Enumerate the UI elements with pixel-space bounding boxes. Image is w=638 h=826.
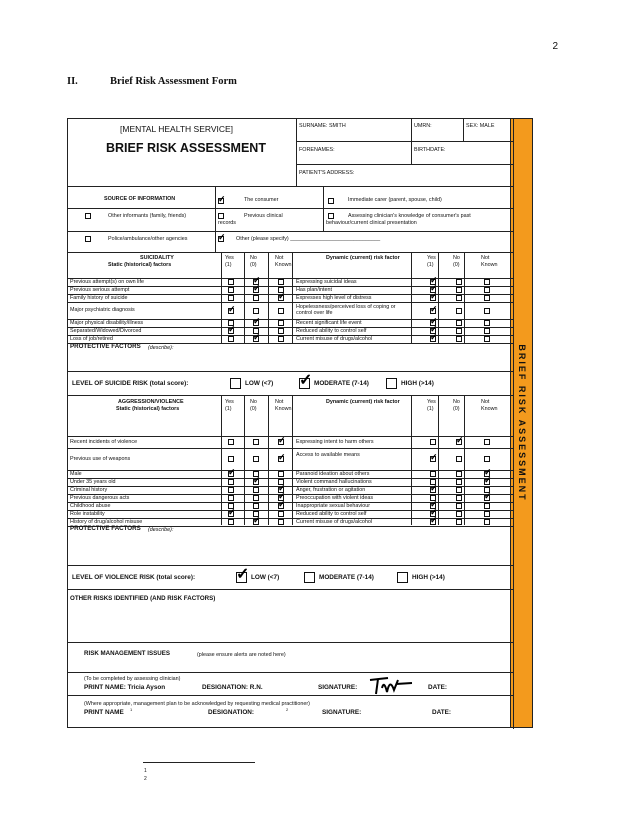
suicide-static-label: Major psychiatric diagnosis xyxy=(70,307,135,314)
suicide-static-checkbox[interactable] xyxy=(278,308,284,314)
section-number: II. xyxy=(67,76,78,87)
violence-dynamic-checkbox[interactable] xyxy=(456,456,462,462)
violence-static-checkbox[interactable] xyxy=(228,519,234,525)
suicide-col-subheader-1-2: Known xyxy=(481,262,498,268)
violence-static-checkbox[interactable] xyxy=(228,471,234,477)
sidebar-title: BRIEF RISK ASSESSMENT xyxy=(516,344,527,502)
violence-dynamic-checkbox[interactable] xyxy=(456,479,462,485)
suicide-level-checkbox[interactable] xyxy=(230,378,241,389)
violence-dynamic-checkbox[interactable] xyxy=(456,487,462,493)
suicide-dynamic-checkbox[interactable] xyxy=(430,336,436,342)
violence-row-rule xyxy=(68,510,513,511)
violence-static-checkbox[interactable] xyxy=(278,456,284,462)
violence-grid-vline xyxy=(464,396,465,525)
suicide-static-checkbox[interactable] xyxy=(228,279,234,285)
forenames-field: FORENAMES: xyxy=(299,147,335,153)
suicide-col-header-1-0: Yes xyxy=(427,255,436,261)
suicide-dynamic-checkbox[interactable] xyxy=(484,336,490,342)
source-police-checkbox[interactable] xyxy=(85,236,91,242)
violence-static-checkbox[interactable] xyxy=(278,503,284,509)
violence-dynamic-checkbox[interactable] xyxy=(430,471,436,477)
suicide-static-subtitle: Static (historical) factors xyxy=(108,262,172,268)
violence-col-subheader-0-1: (0) xyxy=(250,406,257,412)
violence-dynamic-checkbox[interactable] xyxy=(484,439,490,445)
violence-row-rule xyxy=(68,494,513,495)
violence-level-label: LEVEL OF VIOLENCE RISK (total score): xyxy=(72,574,196,581)
suicide-static-checkbox[interactable] xyxy=(253,287,259,293)
suicide-static-checkbox[interactable] xyxy=(278,295,284,301)
suicide-static-label: Separated/Widowed/Divorced xyxy=(70,327,142,334)
print-name-2: PRINT NAME xyxy=(84,709,124,716)
source-clinician-label: Assessing clinician's knowledge of consumer's past behaviour/current clinical presentation xyxy=(326,213,471,226)
violence-level-checkbox[interactable] xyxy=(236,572,247,583)
violence-static-checkbox[interactable] xyxy=(253,479,259,485)
suicide-dynamic-title: Dynamic (current) risk factor xyxy=(326,255,400,261)
violence-dynamic-checkbox[interactable] xyxy=(430,456,436,462)
violence-static-checkbox[interactable] xyxy=(253,495,259,501)
source-other-label: Other (please specify) ______________________________ xyxy=(236,236,381,242)
suicide-level-label: LEVEL OF SUICIDE RISK (total score): xyxy=(72,380,189,387)
footnote-marker-1: 1 xyxy=(130,707,133,712)
source-informants-checkbox[interactable] xyxy=(85,213,91,219)
suicide-dynamic-checkbox[interactable] xyxy=(456,287,462,293)
suicide-static-label: Major physical disability/illness xyxy=(70,319,144,326)
suicide-dynamic-checkbox[interactable] xyxy=(456,328,462,334)
handwritten-signature xyxy=(368,674,414,696)
source-consumer-checkbox[interactable] xyxy=(218,198,224,204)
suicide-static-checkbox[interactable] xyxy=(228,336,234,342)
violence-dynamic-label: Inappropriate sexual behaviour xyxy=(296,502,371,509)
violence-dynamic-checkbox[interactable] xyxy=(484,503,490,509)
suicide-dynamic-checkbox[interactable] xyxy=(430,308,436,314)
suicide-grid-vline xyxy=(292,252,293,343)
suicide-dynamic-label: Recent significant life event xyxy=(296,319,362,326)
violence-static-label: History of drug/alcohol misuse xyxy=(70,518,143,525)
suicide-protective-note: (describe): xyxy=(148,344,174,351)
sex-field: SEX: MALE xyxy=(466,123,495,129)
violence-dynamic-label: Paranoid ideation about others xyxy=(296,470,370,477)
suicide-dynamic-checkbox[interactable] xyxy=(484,287,490,293)
suicide-static-checkbox[interactable] xyxy=(253,320,259,326)
violence-static-label: Male xyxy=(70,470,82,477)
violence-grid-vline xyxy=(513,396,514,525)
suicide-dynamic-label: Current misuse of drugs/alcohol xyxy=(296,335,373,342)
violence-row-rule xyxy=(68,486,513,487)
birthdate-field: BIRTHDATE: xyxy=(414,147,446,153)
violence-col-subheader-0-0: (1) xyxy=(225,406,232,412)
violence-col-header-1-1: No xyxy=(453,399,460,405)
signoff-note-2: (Where appropriate, management plan to be acknowledged by requesting medical practitioner) xyxy=(84,701,310,707)
violence-row-rule xyxy=(68,502,513,503)
violence-static-checkbox[interactable] xyxy=(253,519,259,525)
suicide-dynamic-checkbox[interactable] xyxy=(484,320,490,326)
suicide-dynamic-checkbox[interactable] xyxy=(456,295,462,301)
violence-col-subheader-1-0: (1) xyxy=(427,406,434,412)
suicide-col-header-1-2: Not xyxy=(481,255,490,261)
violence-level-rule-top xyxy=(68,565,513,566)
violence-col-subheader-0-2: Known xyxy=(275,406,292,412)
violence-grid-vline xyxy=(221,396,222,525)
risk-management-note: (please ensure alerts are noted here) xyxy=(197,651,286,658)
violence-dynamic-label: Access to available means xyxy=(296,452,360,459)
violence-dynamic-checkbox[interactable] xyxy=(456,519,462,525)
violence-dynamic-checkbox[interactable] xyxy=(484,456,490,462)
source-carer-label: Immediate carer (parent, spouse, child) xyxy=(348,197,442,203)
risk-management-title: RISK MANAGEMENT ISSUES xyxy=(84,650,170,657)
suicide-static-checkbox[interactable] xyxy=(278,279,284,285)
suicide-dynamic-checkbox[interactable] xyxy=(484,328,490,334)
source-records-label: Previous clinical records xyxy=(218,213,283,226)
violence-row-rule xyxy=(68,470,513,471)
violence-level-checkbox[interactable] xyxy=(304,572,315,583)
violence-static-checkbox[interactable] xyxy=(278,439,284,445)
suicide-dynamic-checkbox[interactable] xyxy=(484,308,490,314)
other-risks-title: OTHER RISKS IDENTIFIED (AND RISK FACTORS) xyxy=(70,595,216,602)
suicide-dynamic-checkbox[interactable] xyxy=(456,279,462,285)
violence-static-checkbox[interactable] xyxy=(228,439,234,445)
violence-static-label: Role instability xyxy=(70,510,105,517)
suicide-static-checkbox[interactable] xyxy=(253,336,259,342)
violence-dynamic-checkbox[interactable] xyxy=(484,519,490,525)
suicide-col-header-1-1: No xyxy=(453,255,460,261)
violence-level-checkbox[interactable] xyxy=(397,572,408,583)
suicide-grid-vline xyxy=(464,252,465,343)
suicide-level-checkbox[interactable] xyxy=(299,378,310,389)
umrn-field: UMRN: xyxy=(414,123,432,129)
source-consumer-label: The consumer xyxy=(244,197,279,203)
risk-assessment-form xyxy=(67,118,533,728)
date-label-2: DATE: xyxy=(432,709,452,716)
violence-dynamic-label: Reduced ability to control self xyxy=(296,510,367,517)
violence-dynamic-checkbox[interactable] xyxy=(430,487,436,493)
source-title: SOURCE OF INFORMATION xyxy=(104,196,176,202)
violence-static-label: Previous use of weapons xyxy=(70,455,131,462)
suicide-dynamic-label: Has plan/intent xyxy=(296,286,332,293)
violence-static-checkbox[interactable] xyxy=(228,487,234,493)
suicide-level-option: LOW (<7) xyxy=(245,380,274,387)
violence-static-subtitle: Static (historical) factors xyxy=(116,406,180,412)
suicide-row-rule xyxy=(68,286,513,287)
form-title: BRIEF RISK ASSESSMENT xyxy=(106,141,266,155)
suicide-static-title: SUICIDALITY xyxy=(140,255,174,261)
address-field: PATIENT'S ADDRESS: xyxy=(299,170,355,176)
suicide-grid-vline xyxy=(244,252,245,343)
violence-static-label: Previous dangerous acts xyxy=(70,494,130,501)
violence-dynamic-checkbox[interactable] xyxy=(484,495,490,501)
footnote-marker-2: 2 xyxy=(286,707,289,712)
suicide-level-option: HIGH (>14) xyxy=(401,380,434,387)
suicide-static-checkbox[interactable] xyxy=(253,295,259,301)
violence-static-label: Childhood abuse xyxy=(70,502,111,509)
signoff-note-1: (To be completed by assessing clinician) xyxy=(84,676,181,682)
violence-row-rule xyxy=(68,478,513,479)
suicide-dynamic-checkbox[interactable] xyxy=(430,295,436,301)
suicide-dynamic-checkbox[interactable] xyxy=(456,336,462,342)
violence-col-header-1-0: Yes xyxy=(427,399,436,405)
violence-grid-vline xyxy=(438,396,439,525)
violence-col-subheader-1-1: (0) xyxy=(453,406,460,412)
violence-dynamic-label: Violent command hallucinations xyxy=(296,478,372,485)
footnote-2: 2 xyxy=(144,776,147,782)
signature-label-2: SIGNATURE: xyxy=(322,709,362,716)
violence-static-checkbox[interactable] xyxy=(278,511,284,517)
suicide-dynamic-label: Expresses high level of distress xyxy=(296,294,372,301)
service-name: [MENTAL HEALTH SERVICE] xyxy=(120,124,234,134)
suicide-dynamic-checkbox[interactable] xyxy=(484,279,490,285)
suicide-grid-vline xyxy=(221,252,222,343)
violence-grid-vline xyxy=(411,396,412,525)
violence-static-checkbox[interactable] xyxy=(278,471,284,477)
violence-row-rule xyxy=(68,448,513,449)
violence-static-label: Under 35 years old xyxy=(70,478,116,485)
violence-static-checkbox[interactable] xyxy=(278,519,284,525)
violence-dynamic-checkbox[interactable] xyxy=(456,503,462,509)
suicide-static-label: Previous attempt(s) on own life xyxy=(70,278,145,285)
violence-dynamic-label: Anger, frustration or agitation xyxy=(296,486,366,493)
suicide-dynamic-label: Hopelessness/perceived loss of coping or control over life xyxy=(296,303,396,317)
suicide-level-rule-top xyxy=(68,371,513,372)
suicide-static-label: Family history of suicide xyxy=(70,294,128,301)
violence-level-rule-bottom xyxy=(68,589,513,590)
violence-dynamic-checkbox[interactable] xyxy=(456,495,462,501)
violence-dynamic-title: Dynamic (current) risk factor xyxy=(326,399,400,405)
violence-static-checkbox[interactable] xyxy=(228,511,234,517)
suicide-dynamic-label: Reduced ability to control self xyxy=(296,327,367,334)
print-name-1: PRINT NAME: Tricia Ayson xyxy=(84,684,166,691)
suicide-grid-vline xyxy=(268,252,269,343)
suicide-level-checkbox[interactable] xyxy=(386,378,397,389)
violence-dynamic-checkbox[interactable] xyxy=(430,519,436,525)
violence-grid-vline xyxy=(244,396,245,525)
violence-dynamic-checkbox[interactable] xyxy=(430,439,436,445)
suicide-col-subheader-0-1: (0) xyxy=(250,262,257,268)
violence-grid-vline xyxy=(292,396,293,525)
violence-level-option: MODERATE (7-14) xyxy=(319,574,374,581)
page-number: 2 xyxy=(552,41,558,52)
suicide-dynamic-label: Expressing suicidal ideas xyxy=(296,278,357,285)
suicide-level-option: MODERATE (7-14) xyxy=(314,380,369,387)
suicide-col-subheader-0-2: Known xyxy=(275,262,292,268)
surname-field: SURNAME: SMITH xyxy=(299,123,346,129)
suicide-grid-vline xyxy=(513,252,514,343)
suicide-grid-vline xyxy=(438,252,439,343)
violence-static-checkbox[interactable] xyxy=(253,487,259,493)
suicide-grid-vline xyxy=(411,252,412,343)
violence-static-checkbox[interactable] xyxy=(228,495,234,501)
source-informants-label: Other informants (family, friends) xyxy=(108,213,187,219)
violence-static-checkbox[interactable] xyxy=(228,479,234,485)
suicide-protective-title: PROTECTIVE FACTORS xyxy=(70,343,141,350)
violence-static-label: Recent incidents of violence xyxy=(70,438,138,445)
violence-static-label: Criminal history xyxy=(70,486,108,493)
suicide-static-checkbox[interactable] xyxy=(253,308,259,314)
violence-static-title: AGGRESSION/VIOLENCE xyxy=(118,399,184,405)
violence-static-checkbox[interactable] xyxy=(228,456,234,462)
suicide-col-subheader-0-0: (1) xyxy=(225,262,232,268)
suicide-static-label: Loss of job/retired xyxy=(70,335,113,342)
source-police-label: Police/ambulance/other agencies xyxy=(108,236,188,242)
suicide-row-rule xyxy=(68,294,513,295)
violence-col-header-0-2: Not xyxy=(275,399,284,405)
violence-dynamic-label: Current misuse of drugs/alcohol xyxy=(296,518,373,525)
violence-static-checkbox[interactable] xyxy=(253,456,259,462)
violence-col-header-0-1: No xyxy=(250,399,257,405)
violence-protective-title: PROTECTIVE FACTORS xyxy=(70,525,141,532)
designation-1: DESIGNATION: R.N. xyxy=(202,684,263,691)
suicide-static-checkbox[interactable] xyxy=(228,328,234,334)
suicide-dynamic-checkbox[interactable] xyxy=(484,295,490,301)
violence-level-option: LOW (<7) xyxy=(251,574,280,581)
signature-label-1: SIGNATURE: xyxy=(318,684,358,691)
suicide-static-checkbox[interactable] xyxy=(228,287,234,293)
suicide-row-rule xyxy=(68,335,513,336)
suicide-row-rule xyxy=(68,302,513,303)
designation-2: DESIGNATION: xyxy=(208,709,255,716)
suicide-level-rule-bottom xyxy=(68,395,513,396)
footnote-1: 1 xyxy=(144,768,147,774)
source-other-checkbox[interactable] xyxy=(218,236,224,242)
violence-col-subheader-1-2: Known xyxy=(481,406,498,412)
suicide-static-checkbox[interactable] xyxy=(228,295,234,301)
section-title: Brief Risk Assessment Form xyxy=(110,76,237,87)
suicide-col-header-0-0: Yes xyxy=(225,255,234,261)
violence-dynamic-checkbox[interactable] xyxy=(456,439,462,445)
violence-dynamic-label: Expressing intent to harm others xyxy=(296,438,374,445)
suicide-static-checkbox[interactable] xyxy=(278,328,284,334)
suicide-col-header-0-2: Not xyxy=(275,255,284,261)
violence-col-header-1-2: Not xyxy=(481,399,490,405)
violence-level-option: HIGH (>14) xyxy=(412,574,445,581)
date-label-1: DATE: xyxy=(428,684,448,691)
violence-dynamic-checkbox[interactable] xyxy=(456,511,462,517)
suicide-static-checkbox[interactable] xyxy=(228,308,234,314)
footnote-rule xyxy=(143,762,255,763)
violence-dynamic-checkbox[interactable] xyxy=(484,511,490,517)
violence-dynamic-label: Preoccupation with violent ideas xyxy=(296,494,374,501)
suicide-col-header-0-1: No xyxy=(250,255,257,261)
violence-dynamic-checkbox[interactable] xyxy=(484,479,490,485)
suicide-dynamic-checkbox[interactable] xyxy=(456,320,462,326)
suicide-static-checkbox[interactable] xyxy=(278,336,284,342)
violence-static-checkbox[interactable] xyxy=(253,503,259,509)
source-carer-checkbox[interactable] xyxy=(328,198,334,204)
suicide-col-subheader-1-1: (0) xyxy=(453,262,460,268)
violence-protective-note: (describe): xyxy=(148,526,174,533)
suicide-static-label: Previous serious attempt xyxy=(70,286,130,293)
violence-dynamic-checkbox[interactable] xyxy=(456,471,462,477)
violence-col-header-0-0: Yes xyxy=(225,399,234,405)
suicide-col-subheader-1-0: (1) xyxy=(427,262,434,268)
suicide-static-checkbox[interactable] xyxy=(278,320,284,326)
suicide-dynamic-checkbox[interactable] xyxy=(456,308,462,314)
violence-header-rule xyxy=(68,436,513,437)
violence-grid-vline xyxy=(268,396,269,525)
violence-static-checkbox[interactable] xyxy=(253,439,259,445)
